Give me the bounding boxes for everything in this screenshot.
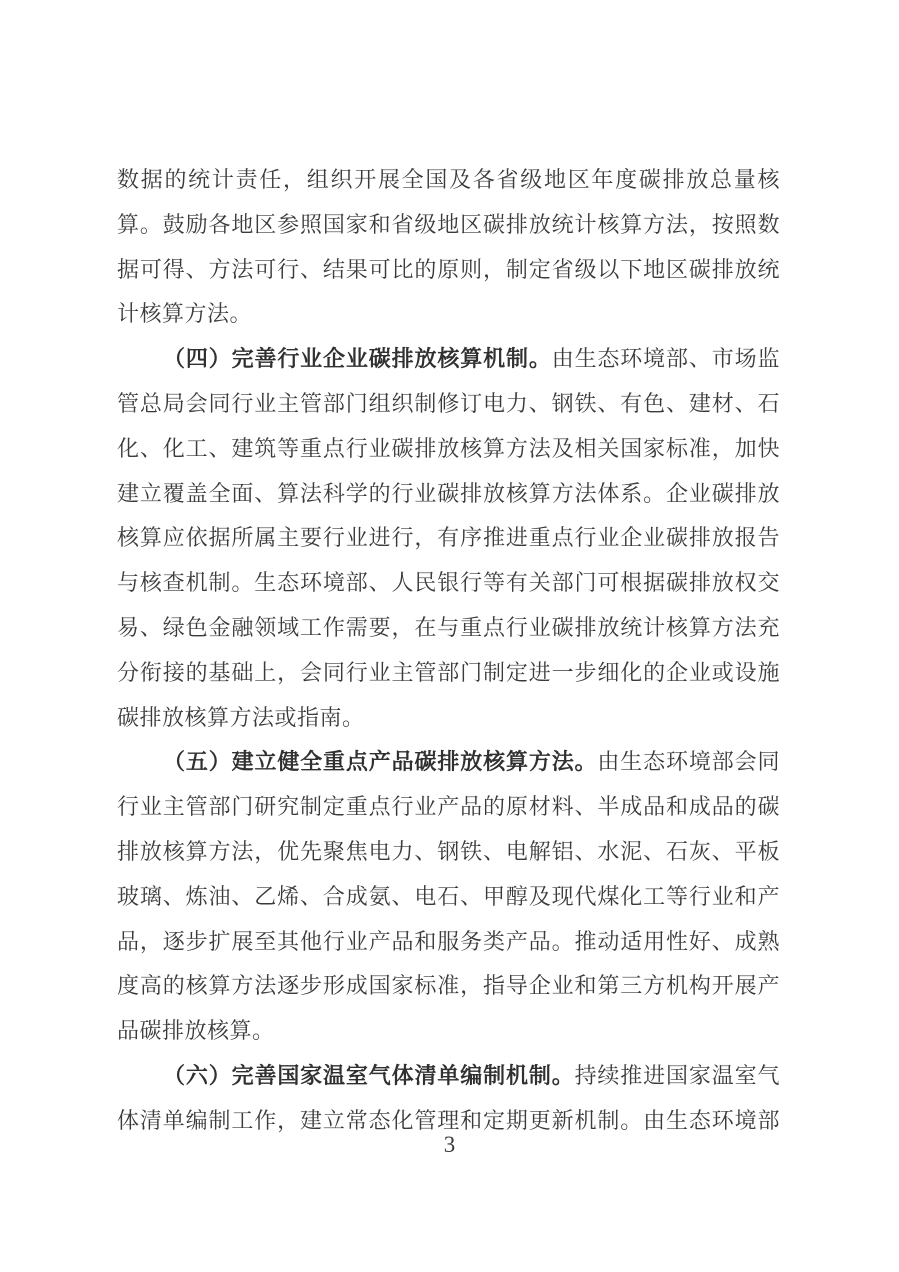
text-line: 行业主管部门研究制定重点行业产品的原材料、半成品和成品的碳: [117, 794, 780, 820]
section-heading: （六）完善国家温室气体清单编制机制。: [163, 1062, 575, 1088]
text-line: （五）建立健全重点产品碳排放核算方法。由生态环境部会同: [163, 749, 780, 775]
text-line: 分衔接的基础上，会同行业主管部门制定进一步细化的企业或设施: [117, 659, 780, 685]
text-line: （六）完善国家温室气体清单编制机制。持续推进国家温室气: [163, 1062, 780, 1088]
text-line: 管总局会同行业主管部门组织制修订电力、钢铁、有色、建材、石: [117, 390, 780, 416]
paragraph: [117, 740, 780, 1054]
text-line: 数据的统计责任，组织开展全国及各省级地区年度碳排放总量核: [117, 167, 780, 192]
text-line: 玻璃、炼油、乙烯、合成氨、电石、甲醇及现代煤化工等行业和产: [117, 883, 780, 909]
text-line: 排放核算方法，优先聚焦电力、钢铁、电解铝、水泥、石灰、平板: [117, 838, 780, 864]
text-line: 碳排放核算方法或指南。: [117, 704, 365, 730]
text-line: 度高的核算方法逐步形成国家标准，指导企业和第三方机构开展产: [117, 973, 780, 999]
text-line: 化、化工、建筑等重点行业碳排放核算方法及相关国家标准，加快: [117, 435, 780, 461]
text-line: 计核算方法。: [117, 301, 253, 327]
text-line: （四）完善行业企业碳排放核算机制。由生态环境部、市场监: [163, 346, 780, 372]
text-line: 体清单编制工作，建立常态化管理和定期更新机制。由生态环境部: [117, 1107, 780, 1133]
paragraph: [117, 158, 780, 337]
text-line: 易、绿色金融领域工作需要，在与重点行业碳排放统计核算方法充: [117, 614, 780, 640]
text-line: 品碳排放核算。: [117, 1018, 275, 1044]
paragraph: [117, 337, 780, 740]
text-line: 据可得、方法可行、结果可比的原则，制定省级以下地区碳排放统: [117, 256, 780, 282]
text-line: 建立覆盖全面、算法科学的行业碳排放核算方法体系。企业碳排放: [117, 480, 780, 506]
text-line: 核算应依据所属主要行业进行，有序推进重点行业企业碳排放报告: [117, 525, 780, 551]
document-body: [117, 158, 780, 1144]
page-number: 3: [443, 1132, 456, 1157]
text-line: 与核查机制。生态环境部、人民银行等有关部门可根据碳排放权交: [117, 570, 780, 596]
section-heading: （五）建立健全重点产品碳排放核算方法。: [163, 749, 598, 775]
text-line: 品，逐步扩展至其他行业产品和服务类产品。推动适用性好、成熟: [117, 928, 780, 954]
text-line: 算。鼓励各地区参照国家和省级地区碳排放统计核算方法，按照数: [117, 211, 780, 237]
section-heading: （四）完善行业企业碳排放核算机制。: [163, 346, 552, 372]
